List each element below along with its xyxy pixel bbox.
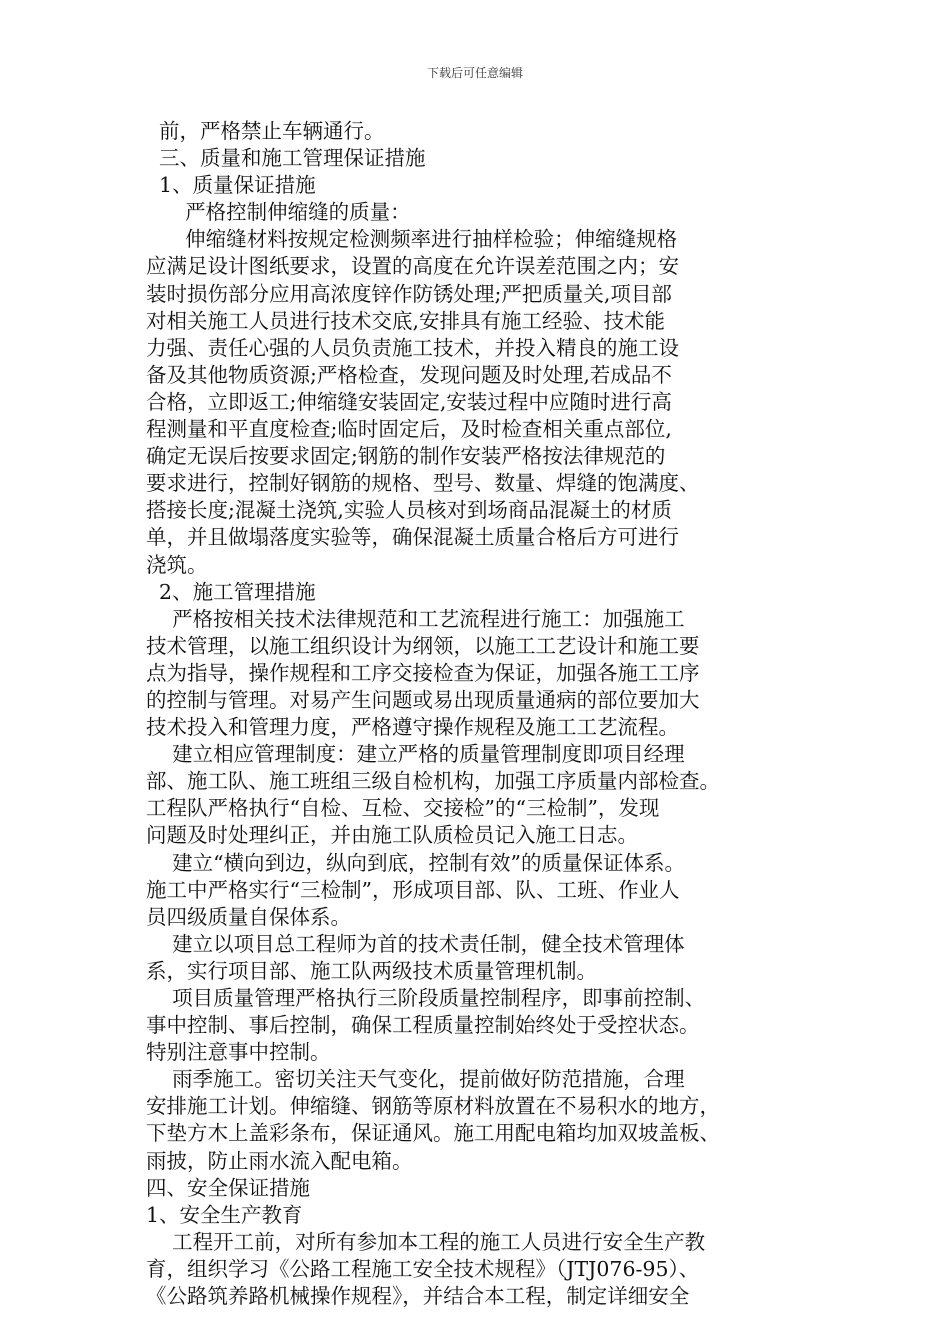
text-line: 搭接长度;混凝土浇筑,实验人员核对到场商品混凝土的材质 [146,498,672,523]
text-line: 要求进行，控制好钢筋的规格、型号、数量、焊缝的饱满度、 [146,471,700,496]
text-line: 力强、责任心强的人员负责施工技术，并投入精良的施工设 [146,335,679,360]
text-line: 建立相应管理制度：建立严格的质量管理制度即项目经理 [146,742,685,767]
text-line: 事中控制、事后控制，确保工程质量控制始终处于受控状态。 [146,1013,700,1038]
text-line: 雨季施工。密切关注天气变化，提前做好防范措施，合理 [146,1067,685,1092]
text-line: 技术管理，以施工组织设计为纲领，以施工工艺设计和施工要 [146,633,700,658]
text-line: 1、质量保证措施 [146,173,316,198]
text-line: 合格，立即返工;伸缩缝安装固定,安装过程中应随时进行高 [146,389,672,414]
text-line: 的控制与管理。对易产生问题或易出现质量通病的部位要加大 [146,687,700,712]
text-line: 建立以项目总工程师为首的技术责任制，健全技术管理体 [146,931,685,956]
text-line: 《公路筑养路机械操作规程》，并结合本工程，制定详细安全 [146,1284,690,1309]
text-line: 程测量和平直度检查;临时固定后，及时检查相关重点部位, [146,417,672,442]
text-line: 建立“横向到边，纵向到底，控制有效”的质量保证体系。 [146,850,686,875]
text-line: 严格控制伸缩缝的质量： [146,200,411,225]
text-line: 应满足设计图纸要求，设置的高度在允许误差范围之内；安 [146,254,679,279]
text-line: 严格按相关技术法律规范和工艺流程进行施工：加强施工 [146,606,685,631]
text-line: 确定无误后按要求固定;钢筋的制作安装严格按法律规范的 [146,444,666,469]
text-line: 施工中严格实行“三检制”，形成项目部、队、工班、作业人 [146,877,680,902]
text-line: 四、安全保证措施 [146,1175,310,1200]
text-line: 系，实行项目部、施工队两级技术质量管理机制。 [146,958,597,983]
text-line: 对相关施工人员进行技术交底,安排具有施工经验、技术能 [146,308,666,333]
text-line: 浇筑。 [146,552,208,577]
text-line: 1、安全生产教育 [146,1202,303,1227]
text-line: 技术投入和管理力度，严格遵守操作规程及施工工艺流程。 [146,715,679,740]
text-line: 下垫方木上盖彩条布，保证通风。施工用配电箱均加双坡盖板、 [146,1121,720,1146]
text-line: 工程队严格执行“自检、互检、交接检”的“三检制”，发现 [146,796,660,821]
text-line: 工程开工前，对所有参加本工程的施工人员进行安全生产教 [146,1229,706,1254]
text-line: 安排施工计划。伸缩缝、钢筋等原材料放置在不易积水的地方， [146,1094,720,1119]
text-line: 育，组织学习《公路工程施工安全技术规程》（JTJ076-95）、 [146,1256,700,1281]
text-line: 备及其他物质资源;严格检查，发现问题及时处理,若成品不 [146,362,672,387]
text-line: 特别注意事中控制。 [146,1040,331,1065]
text-line: 项目质量管理严格执行三阶段质量控制程序，即事前控制、 [146,986,706,1010]
text-line: 部、施工队、施工班组三级自检机构，加强工序质量内部检查。 [146,769,720,794]
text-line: 员四级质量自保体系。 [146,904,351,929]
text-line: 伸缩缝材料按规定检测频率进行抽样检验；伸缩缝规格 [146,227,678,252]
text-line: 装时损伤部分应用高浓度锌作防锈处理;严把质量关,项目部 [146,281,672,306]
text-line: 三、质量和施工管理保证措施 [146,146,426,171]
document-body [146,118,816,1310]
text-line: 2、施工管理措施 [146,579,316,604]
text-line: 单，并且做塌落度实验等，确保混凝土质量合格后方可进行 [146,525,679,550]
page-header: 下载后可任意编辑 [426,66,523,80]
text-line: 点为指导，操作规程和工序交接检查为保证，加强各施工工序 [146,660,700,685]
text-line: 前，严格禁止车辆通行。 [146,119,385,143]
text-line: 问题及时处理纠正，并由施工队质检员记入施工日志。 [146,823,638,848]
text-line: 雨披，防止雨水流入配电箱。 [146,1148,413,1173]
